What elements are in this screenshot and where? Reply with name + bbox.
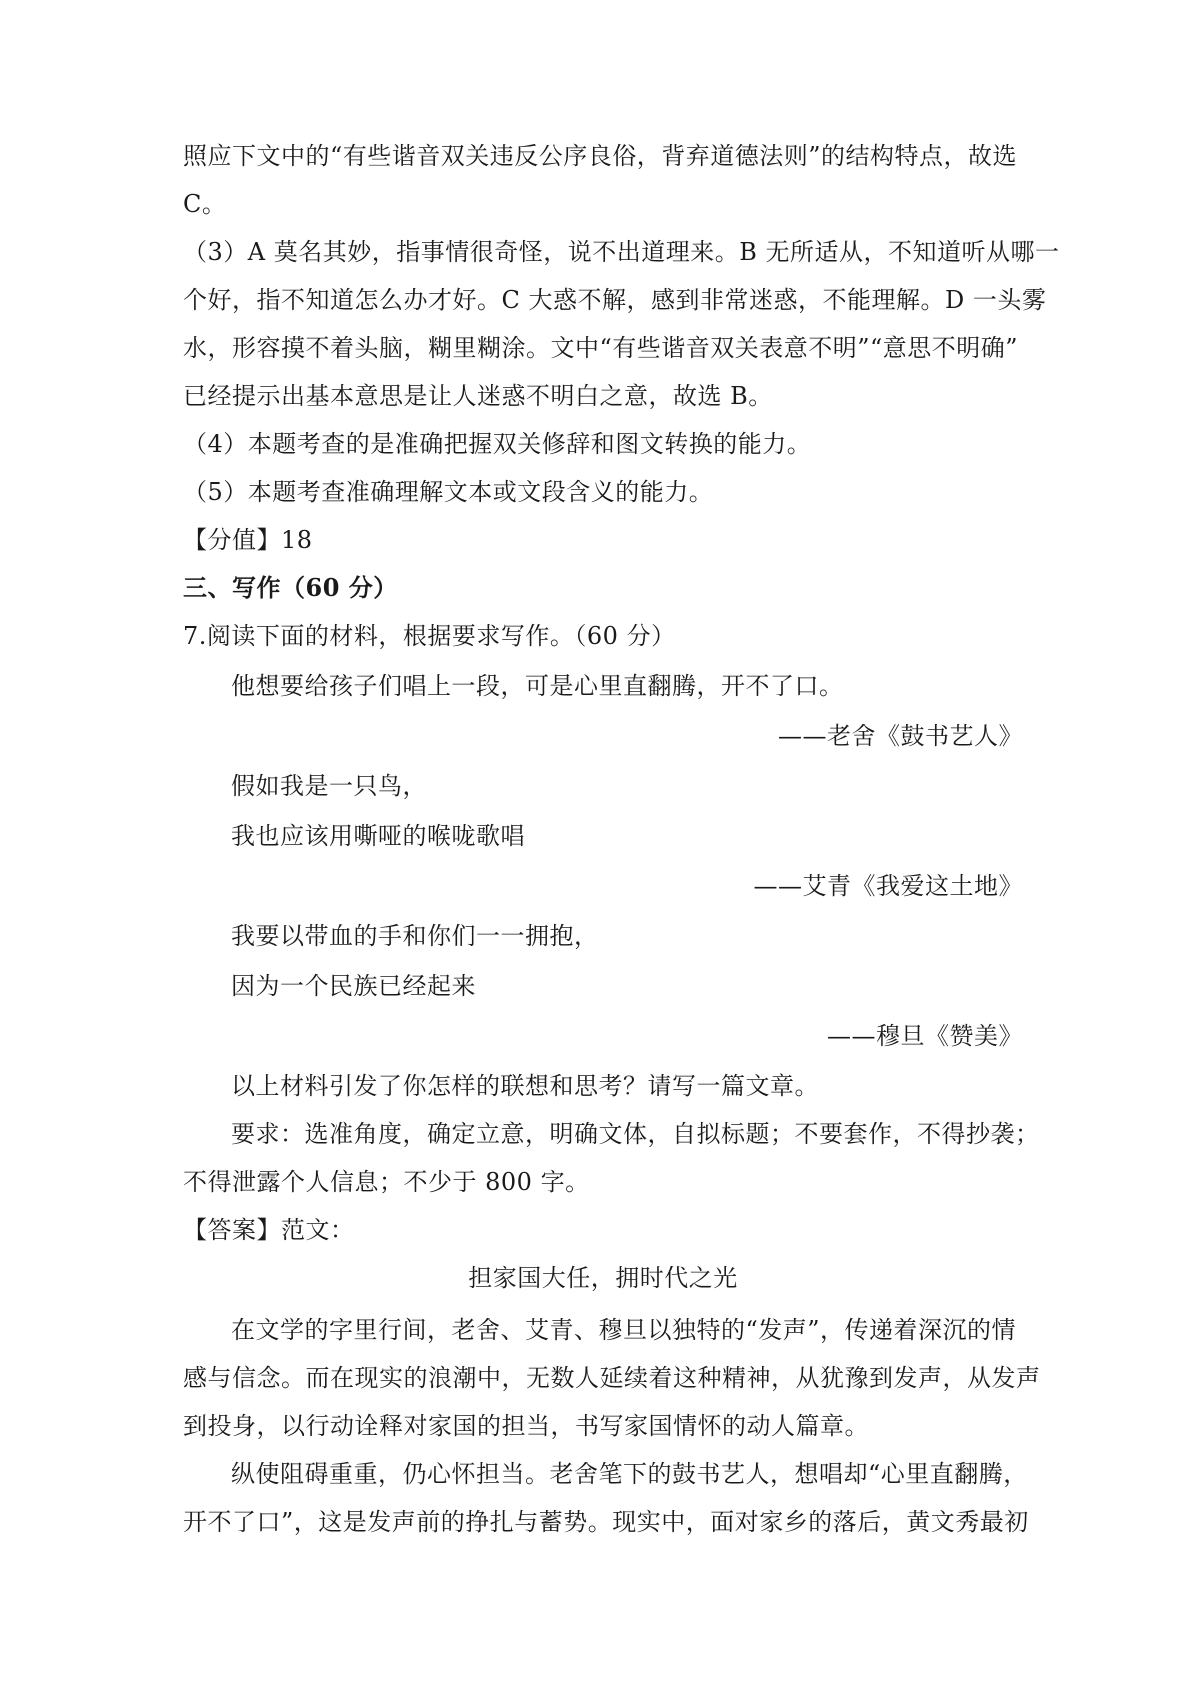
text-line: 个好，指不知道怎么办才好。C 大惑不解，感到非常迷惑，不能理解。D 一头雾 <box>183 286 1047 314</box>
essay-line: 感与信念。而在现实的浪潮中，无数人延续着这种精神，从犹豫到发声，从发声 <box>183 1364 1041 1392</box>
text-line: 水，形容摸不着头脑，糊里糊涂。文中“有些谐音双关表意不明”“意思不明确” <box>183 334 1019 362</box>
quote-line: 我也应该用嘶哑的喉咙歌唱 <box>231 822 525 850</box>
prompt-line: 以上材料引发了你怎样的联想和思考？请写一篇文章。 <box>231 1072 819 1100</box>
text-line: （5）本题考查准确理解文本或文段含义的能力。 <box>183 478 714 506</box>
essay-line: 开不了口”，这是发声前的挣扎与蓄势。现实中，面对家乡的落后，黄文秀最初 <box>183 1508 1029 1536</box>
quote-line: 我要以带血的手和你们一一拥抱， <box>231 922 599 950</box>
text-line: 已经提示出基本意思是让人迷惑不明白之意，故选 B。 <box>183 382 773 410</box>
requirements-line: 不得泄露个人信息；不少于 800 字。 <box>183 1168 590 1196</box>
requirements-line: 要求：选准角度，确定立意，明确文体，自拟标题；不要套作，不得抄袭； <box>231 1120 1040 1148</box>
text-line: （4）本题考查的是准确把握双关修辞和图文转换的能力。 <box>183 430 812 458</box>
answer-label: 【答案】范文： <box>183 1216 355 1244</box>
text-line: C。 <box>183 190 227 218</box>
essay-title: 担家国大任，拥时代之光 <box>468 1264 738 1292</box>
section-heading: 三、写作（60 分） <box>183 573 398 602</box>
quote-line: 他想要给孩子们唱上一段，可是心里直翻腾，开不了口。 <box>231 672 844 700</box>
essay-line: 到投身，以行动诠释对家国的担当，书写家国情怀的动人篇章。 <box>183 1412 869 1440</box>
question-title: 7.阅读下面的材料，根据要求写作。（60 分） <box>183 622 676 650</box>
quote-source: ——老舍《鼓书艺人》 <box>778 722 1023 750</box>
essay-line: 纵使阻碍重重，仍心怀担当。老舍笔下的鼓书艺人，想唱却“心里直翻腾， <box>231 1460 1028 1488</box>
essay-line: 在文学的字里行间，老舍、艾青、穆旦以独特的“发声”，传递着深沉的情 <box>231 1316 1017 1344</box>
text-line: （3）A 莫名其妙，指事情很奇怪，说不出道理来。B 无所适从，不知道听从哪一 <box>183 238 1060 266</box>
quote-source: ——穆旦《赞美》 <box>827 1022 1023 1050</box>
quote-line: 因为一个民族已经起来 <box>231 972 476 1000</box>
quote-source: ——艾青《我爱这土地》 <box>753 872 1023 900</box>
text-line: 照应下文中的“有些谐音双关违反公序良俗，背弃道德法则”的结构特点，故选 <box>183 142 1018 170</box>
score-label: 【分值】18 <box>183 526 313 554</box>
quote-line: 假如我是一只鸟， <box>231 772 427 800</box>
